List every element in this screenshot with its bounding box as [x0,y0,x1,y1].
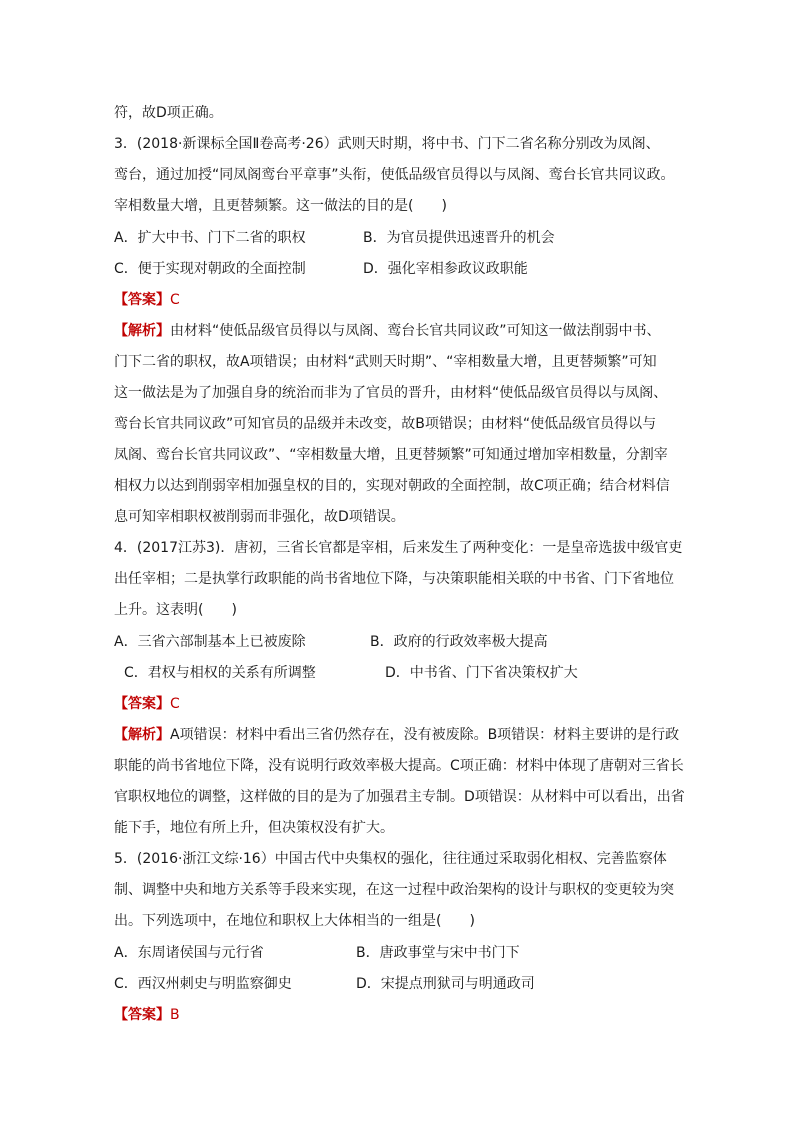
q4-analysis-line-1 [114,726,679,744]
q4-analysis-line-3: 官职权地位的调整，这样做的目的是为了加强君主专制。D项错误：从材料中可以看出，出省 [114,789,685,805]
q4-option-d: D．中书省、门下省决策权扩大 [385,665,578,681]
q4-answer [114,695,180,713]
q4-analysis-text-1: A项错误：材料中看出三省仍然存在，没有被废除。B项错误：材料主要讲的是行政 [170,727,680,743]
q3-analysis-line-4: 鸾台长官共同议政”可知官员的品级并未改变，故B项错误；由材料“使低品级官员得以与 [114,416,657,432]
q5-option-b: B．唐政事堂与宋中书门下 [356,945,520,961]
q3-stem-line-2: 鸾台，通过加授“同凤阁鸾台平章事”头衔，使低品级官员得以与凤阁、鸾台长官共同议政。 [114,167,675,183]
q3-analysis-line-2: 门下二省的职权，故A项错误；由材料“武则天时期”、“宰相数量大增，且更替频繁”可知 [114,354,657,370]
q5-answer-tag: 【答案】 [114,1007,170,1023]
q3-option-d: D．强化宰相参政议政职能 [363,261,528,277]
q4-option-a: A．三省六部制基本上已被废除 [114,634,306,650]
q4-stem-line-3: 上升。这表明( ) [114,602,237,618]
q5-option-c: C．西汉州刺史与明监察御史 [114,976,292,992]
q4-stem-line-1: 4．(2017江苏3)．唐初，三省长官都是宰相，后来发生了两种变化：一是皇帝选拔中级官吏 [114,540,683,556]
q3-stem-line-1: 3．(2018·新课标全国Ⅱ卷高考·26）武则天时期，将中书、门下二省名称分别改为凤阁、 [114,136,660,152]
q2-tail-text: 符，故D项正确。 [114,105,223,121]
q4-option-c: C．君权与相权的关系有所调整 [124,665,316,681]
q5-stem-line-3: 出。下列选项中，在地位和职权上大体相当的一组是( ) [114,913,475,929]
q3-stem-line-3: 宰相数量大增，且更替频繁。这一做法的目的是( ) [114,198,447,214]
q3-analysis-line-1 [114,322,661,340]
q3-answer-value: C [170,292,180,308]
q3-analysis-line-5: 凤阁、鸾台长官共同议政”、“宰相数量大增，且更替频繁”可知通过增加宰相数量，分割宰 [114,447,668,463]
q5-answer [114,1006,180,1024]
q5-stem-line-2: 制、调整中央和地方关系等手段来实现，在这一过程中政治架构的设计与职权的变更较为突 [114,882,674,898]
q4-option-b: B．政府的行政效率极大提高 [370,634,548,650]
q4-stem-line-2: 出任宰相；二是执掌行政职能的尚书省地位下降，与决策职能相关联的中书省、门下省地位 [114,571,674,587]
q3-option-c: C．便于实现对朝政的全面控制 [114,261,306,277]
q3-option-a: A．扩大中书、门下二省的职权 [114,230,306,246]
q3-option-b: B．为官员提供迅速晋升的机会 [363,230,555,246]
q5-answer-value: B [170,1007,180,1023]
q4-answer-value: C [170,696,180,712]
q3-analysis-line-7: 息可知宰相职权被削弱而非强化，故D项错误。 [114,509,405,525]
q3-analysis-tag: 【解析】 [114,323,170,339]
q4-analysis-line-4: 能下手，地位有所上升，但决策权没有扩大。 [114,820,394,836]
q3-analysis-text-1: 由材料“使低品级官员得以与凤阁、鸾台长官共同议政”可知这一做法削弱中书、 [170,323,661,339]
q3-analysis-line-6: 相权力以达到削弱宰相加强皇权的目的，实现对朝政的全面控制，故C项正确；结合材料信 [114,478,670,494]
q4-answer-tag: 【答案】 [114,696,170,712]
q5-option-a: A．东周诸侯国与元行省 [114,945,264,961]
q4-analysis-line-2: 职能的尚书省地位下降，没有说明行政效率极大提高。C项正确：材料中体现了唐朝对三省长 [114,758,684,774]
q5-stem-line-1: 5．(2016·浙江文综·16）中国古代中央集权的强化，往往通过采取弱化相权、完善监察体 [114,851,667,867]
q4-analysis-tag: 【解析】 [114,727,170,743]
q3-answer [114,291,180,309]
q5-option-d: D．宋提点刑狱司与明通政司 [356,976,535,992]
q3-analysis-line-3: 这一做法是为了加强自身的统治而非为了官员的晋升，由材料“使低品级官员得以与凤阁、 [114,385,668,401]
q3-answer-tag: 【答案】 [114,292,170,308]
